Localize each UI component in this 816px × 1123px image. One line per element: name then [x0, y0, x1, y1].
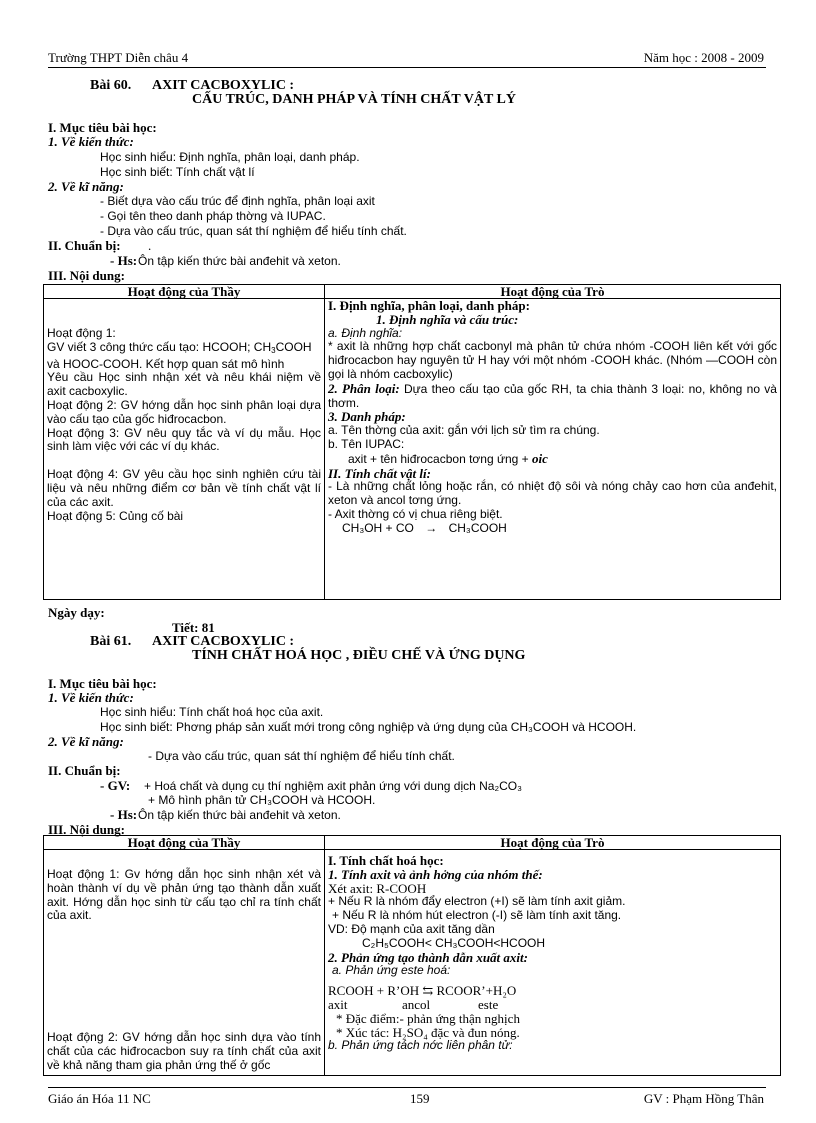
l61-tt2: + Nếu R là nhóm đẩy electron (+I) sẽ làm tính axit giảm. — [328, 894, 626, 909]
l60-tt5: a. Tên thờng của axit: gắn với lịch sử tìm ra chúng. — [328, 423, 600, 438]
header-school: Trường THPT Diễn châu 4 — [48, 50, 189, 65]
l60-tt9: - Là những chất lỏng hoặc rắn, có nhiệt độ sôi và nóng chảy cao hơn của anđehit, xeton và ancol tơng ứng. — [328, 479, 777, 508]
l60-n2: - Gọi tên theo danh pháp thờng và IUPAC. — [100, 209, 326, 223]
l61-k2: Học sinh biết: Phơng pháp sản xuất mới trong công nghiệp và ứng dụng của CH₃COOH và HCOOH. — [100, 720, 637, 734]
l60-ta4: Yêu cầu Học sinh nhận xét và nêu khái niệm về axit cacboxylic. — [47, 370, 321, 399]
l60-ta8: Hoạt động 5: Củng cố bài — [47, 508, 184, 523]
l61-tt4: VD: Độ mạnh của axit tăng dần — [328, 921, 495, 936]
l61-hs: Ôn tập kiến thức bài anđehit và xeton. — [138, 808, 341, 822]
l60-student-cell — [325, 299, 781, 600]
arrow-icon: → — [425, 520, 438, 535]
l61-th2: 2. Phản ứng tạo thành dẫn xuất axit: — [328, 949, 528, 965]
l60-col-teacher: Hoạt động của Thầy — [44, 285, 325, 299]
l60-teacher-cell — [44, 299, 325, 600]
l61-teacher-cell — [44, 850, 325, 1076]
l61-equation: RCOOH + R’OH ⇆ RCOOR’+H₂O — [328, 983, 517, 999]
l61-k1: Học sinh hiểu: Tính chất hoá học của axit. — [100, 705, 324, 719]
l61-hs-label: - Hs: — [110, 807, 138, 822]
l61-gv2: + Mô hình phân tử CH₃COOH và HCOOH. — [148, 793, 376, 807]
l60-tt3: 2. Phân loại: Dựa theo cấu tạo của gốc RH, ta chia thành 3 loại: no, không no và thơm. — [328, 380, 777, 410]
l60-col-student: Hoạt động của Trò — [325, 285, 781, 299]
l60-content: III. Nội dung: — [48, 268, 125, 283]
l61-eq-labels: axit ancol este — [328, 996, 499, 1012]
l61-objectives: I. Mục tiêu bài học: — [48, 676, 157, 691]
l60-ta6: Hoạt động 3: GV nêu quy tắc và ví dụ mẫu. Học sinh làm việc với các ví dụ khác. — [47, 425, 321, 454]
l61-tt8: * Xúc tác: H₂SO₄ đặc và đun nóng. — [336, 1024, 520, 1040]
lesson60-number: Bài 60. — [90, 78, 132, 93]
l61-knowledge: 1. Về kiến thức: — [48, 690, 134, 705]
l61-tt3: + Nếu R là nhóm hút electron (-I) sẽ làm tính axit tăng. — [332, 908, 622, 923]
l60-ta2: GV viết 3 công thức cấu tạo: HCOOH; $CH_3COOH$ — [47, 339, 312, 355]
l61-content: III. Nội dung: — [48, 822, 125, 837]
l61-ta1: Hoạt động 1: Gv hớng dẫn học sinh nhận xét và hoàn thành ví dụ về phản ứng tạo thành dẫn xuất axit. Hớng dẫn học sinh từ cấu tạo chỉ ra tính chất của axit. — [47, 867, 321, 923]
l60-tt8: II. Tính chất vật lí: — [328, 465, 431, 481]
l60-n1: - Biết dựa vào cấu trúc để định nghĩa, phân loại axit — [100, 194, 375, 208]
l60-prepare-dot: . — [148, 238, 152, 253]
l60-objectives: I. Mục tiêu bài học: — [48, 120, 157, 135]
l61-th1a: 1. Tính axit và ảnh hởng của nhóm thế: — [328, 866, 543, 882]
l61-th1: I. Tính chất hoá học: — [328, 853, 444, 868]
l61-skills: 2. Về kĩ năng: — [48, 734, 124, 749]
l60-tt10: - Axit thờng có vị chua riêng biệt. — [328, 506, 503, 521]
l61-student-cell — [325, 850, 781, 1076]
l61-tt5: C₂H₅COOH< CH₃COOH<HCOOH — [362, 935, 546, 950]
header-year: Năm học : 2008 - 2009 — [643, 50, 764, 65]
footer-rule — [48, 1087, 766, 1088]
l61-tt7: * Đặc điểm:- phản ứng thận nghịch — [336, 1010, 520, 1026]
l60-hs: Ôn tập kiến thức bài anđehit và xeton. — [138, 254, 341, 268]
l60-ta1: Hoạt động 1: — [47, 326, 116, 340]
l60-tt1: a. Định nghĩa: — [328, 325, 403, 340]
l60-tt4: 3. Danh pháp: — [328, 409, 406, 425]
l61-prepare: II. Chuẩn bị: — [48, 763, 121, 778]
lesson61-table — [43, 835, 781, 1076]
l60-tt6: b. Tên IUPAC: — [328, 436, 405, 451]
l60-tt2: * axit là những hợp chất cacbonyl mà phân tử chứa nhóm -COOH liên kết với gốc hiđrocacbon hay nguyên tử H hay với một nhóm -COOH khác. (Nhóm —COOH còn gọi là nhóm cacboxylic) — [328, 339, 777, 381]
l60-ta5: Hoạt động 2: GV hớng dẫn học sinh phân loại dựa vào cấu tạo của gốc hiđrocacbon. — [47, 397, 321, 426]
l60-tt7: axit + tên hiđrocacbon tơng ứng + oic — [348, 450, 548, 466]
l60-th1: I. Định nghĩa, phân loại, danh pháp: — [328, 298, 530, 313]
l61-gv1: + Hoá chất và dụng cụ thí nghiệm axit phản ứng với dung dịch Na₂CO₃ — [144, 779, 522, 793]
lesson61-title1: AXIT CACBOXYLIC : — [152, 634, 295, 649]
l60-ta7: Hoạt động 4: GV yêu cầu học sinh nghiên cứu tài liệu và nêu những điểm cơ bản về tính chất vật lí của các axit. — [47, 467, 321, 509]
l61-col-student: Hoạt động của Trò — [325, 836, 781, 850]
l61-gv-label: - GV: — [100, 778, 131, 793]
footer-book: Giáo án Hóa 11 NC — [48, 1091, 151, 1106]
l60-hs-label: - Hs: — [110, 253, 138, 268]
lesson60-table — [43, 284, 781, 600]
lesson60-title2: CẤU TRÚC, DANH PHÁP VÀ TÍNH CHẤT VẬT LÝ — [192, 92, 516, 107]
l61-period: Tiết: 81 — [172, 620, 215, 635]
l61-n1: - Dựa vào cấu trúc, quan sát thí nghiệm để hiểu tính chất. — [148, 749, 455, 763]
l60-ta3: và HOOC-COOH. Kết hợp quan sát mô hình — [47, 356, 285, 371]
l61-col-teacher: Hoạt động của Thầy — [44, 836, 325, 850]
footer-page-number: 159 — [410, 1091, 430, 1106]
l60-k2: Học sinh biết: Tính chất vật lí — [100, 165, 255, 179]
footer-teacher: GV : Phạm Hồng Thân — [643, 1091, 764, 1106]
l61-tt9: b. Phản ứng tách nớc liên phân tử: — [328, 1038, 513, 1053]
lesson61-title2: TÍNH CHẤT HOÁ HỌC , ĐIỀU CHẾ VÀ ỨNG DỤNG — [192, 648, 526, 663]
l61-tt6: a. Phản ứng este hoá: — [332, 963, 451, 978]
l60-k1: Học sinh hiểu: Định nghĩa, phân loại, danh pháp. — [100, 150, 360, 164]
l61-ta2: Hoạt động 2: GV hớng dẫn học sinh dựa vào tính chất của các hiđrocacbon suy ra tính chất của axit về khả năng tham gia phản ứng thế ở gốc — [47, 1030, 321, 1072]
lesson61-number: Bài 61. — [90, 634, 132, 649]
l60-equation: CH₃OH + CO → CH₃COOH — [342, 520, 507, 535]
l60-skills: 2. Về kĩ năng: — [48, 179, 124, 194]
l60-prepare: II. Chuẩn bị: — [48, 238, 121, 253]
l60-n3: - Dựa vào cấu trúc, quan sát thí nghiệm để hiểu tính chất. — [100, 224, 407, 238]
lesson60-title1: AXIT CACBOXYLIC : — [152, 78, 295, 93]
l60-th1a: 1. Định nghĩa và cấu trúc: — [376, 311, 519, 327]
l60-knowledge: 1. Về kiến thức: — [48, 134, 134, 149]
header-rule — [48, 67, 766, 68]
teaching-day: Ngày dạy: — [48, 605, 105, 620]
l61-tt1: Xét axit: R-COOH — [328, 880, 427, 896]
